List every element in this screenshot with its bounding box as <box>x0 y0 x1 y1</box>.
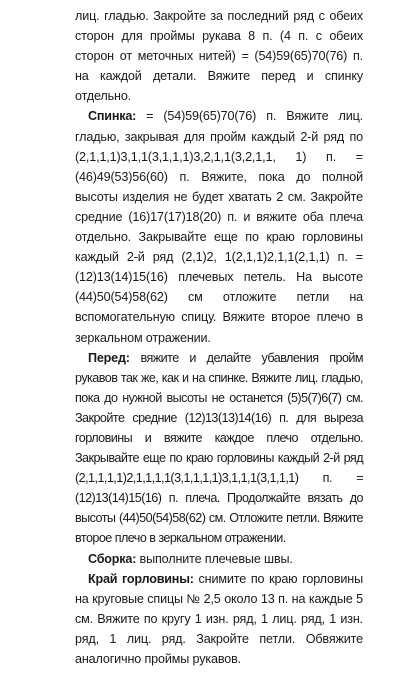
intro-paragraph <box>75 6 363 106</box>
assembly-section-heading: Сборка: <box>88 551 137 566</box>
neckline-section-heading: Край горловины: <box>88 571 194 586</box>
neckline-section-paragraph <box>75 569 363 669</box>
back-section-heading: Спинка: <box>88 109 137 124</box>
intro-text: лиц. гладью. Закройте за последний ряд с обеих сторон для проймы рукава 8 п. (4 п. с обеих сторон от меточных нитей) = (54)59(65)70(76) п. на каждой детали. Вяжите перед и спинку отдельно. <box>75 9 363 104</box>
assembly-section-paragraph <box>75 549 363 569</box>
assembly-section-text: выполните плечевые швы. <box>136 551 293 566</box>
neckline-section-text: снимите по краю горловины на круговые спицы № 2,5 около 13 п. на каждые 5 см. Вяжите по кругу 1 изн. ряд, 1 лиц. ряд, 1 изн. ряд, 1 лиц. ряд. Закройте петли. Обвяжите аналогично проймы рукавов. <box>75 571 363 666</box>
front-section-text: вяжите и делайте убавления пройм рукавов так же, как и на спинке. Вяжите лиц. гладью, пока до нужной высоты не останется (5)5(7)6(7) см. Закройте средние (12)13(13)14(16) п. для выреза горловины и вяжите каждое плечо отдельно. Закрывайте еще по краю горловины каждый 2-й ряд (2,1,1,1,1)2,1,1,1,1(3,1,1,1,1)3,1,1,1(3,1,1,1) п. = (12)13(14)15(16) п. плеча. Продолжайте вязать до высоты (44)50(54)58(62) см. Отложите петли. Вяжите второе плечо в зеркальном отражении. <box>75 350 363 546</box>
back-section-paragraph <box>75 106 363 347</box>
back-section-text: = (54)59(65)70(76) п. Вяжите лиц. гладью, закрывая для пройм каждый 2-й ряд по (2,1,1,1)3,1,1(3,1,1,1)3,2,1,1(3,2,1,1, 1) п. = (46)49(53)56(60) п. Вяжите, пока до полной высоты изделия не будет хватать 2 см. Закройте средние (16)17(17)18(20) п. и вяжите оба плеча отдельно. Закрывайте еще по краю горловины каждый 2-й ряд (2,1)2, 1(2,1,1)2,1,1(2,1,1) п. = (12)13(14)15(16) плечевых петель. На высоте (44)50(54)58(62) см отложите петли на вспомогательную спицу. Вяжите второе плечо в зеркальном отражении. <box>75 109 363 345</box>
front-section-heading: Перед: <box>88 350 130 365</box>
front-section-paragraph <box>75 348 363 549</box>
